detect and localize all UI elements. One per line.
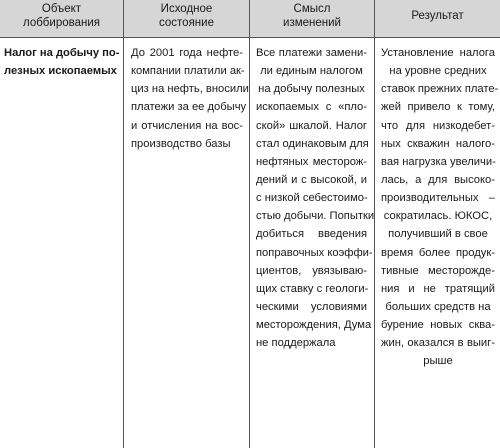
cell-line: что для низкодебет- [381, 119, 495, 132]
cell-line: больших средств на [385, 300, 491, 313]
cell-line: дений и с высокой, и [256, 173, 367, 186]
cell-line: Установление налога [381, 47, 495, 59]
cell-line: щих ставку с геологи- [256, 282, 369, 295]
cell-line: жин, оказался в выиг- [381, 337, 495, 350]
cell-object [4, 44, 118, 80]
cell-line: не поддержала [256, 337, 336, 350]
cell-line: ской» шкалой. Налог [256, 119, 367, 132]
cell-line: производительных – [381, 192, 495, 205]
column-divider [249, 0, 250, 448]
cell-line: время более продук- [381, 246, 495, 259]
cell-line: и отчисления на вос- [131, 119, 243, 132]
cell-line: Все платежи замени- [256, 47, 367, 59]
cell-line: тивные месторожде- [381, 264, 495, 277]
cell-line: ископаемых с «пло- [256, 101, 367, 114]
header-change-meaning-line: Смысл [293, 3, 331, 15]
cell-line: ческими условиями [256, 300, 367, 313]
cell-line: на уровне средних [389, 65, 487, 78]
cell-line: месторождения, Дума [256, 319, 372, 332]
header-initial-state-line: состояние [159, 17, 214, 29]
cell-line: рыше [423, 355, 453, 368]
cell-line: жей привело к тому, [381, 101, 495, 114]
column-divider [123, 0, 124, 448]
cell-initial-state [131, 44, 249, 153]
cell-line: производство базы [131, 137, 231, 150]
cell-line: стью добычи. Попытки [256, 210, 375, 223]
header-result [375, 9, 500, 43]
cell-line: ния и не тратящий [381, 282, 495, 295]
header-object [0, 2, 123, 36]
header-object-line: лоббирования [22, 17, 100, 29]
header-change-meaning [250, 2, 374, 36]
cell-line: Налог на добычу по- [4, 47, 120, 59]
header-object-line: Объект [41, 3, 82, 15]
cell-result [381, 44, 499, 371]
cell-line: ставок прежних плате- [381, 83, 499, 96]
header-change-meaning-line: изменений [283, 17, 341, 29]
cell-line: компании платили ак- [131, 65, 245, 78]
cell-line: лась, а для высоко- [381, 173, 495, 186]
cell-line: лезных ископаемых [4, 65, 117, 78]
cell-line: циентов, увязываю- [256, 264, 367, 277]
header-result-line: Результат [411, 10, 464, 22]
cell-change-meaning [256, 44, 375, 352]
cell-line: стал одинаковым для [256, 137, 369, 150]
cell-line: вая нагрузка увеличи- [381, 155, 496, 168]
column-divider [374, 0, 375, 448]
header-initial-state-line: Исходное [160, 3, 213, 15]
cell-line: До 2001 года нефте- [131, 47, 243, 59]
cell-line: бурение новых сква- [381, 319, 495, 332]
cell-line: ли единым налогом [260, 65, 363, 78]
cell-line: на добычу полезных [258, 83, 365, 96]
cell-line: нефтяных месторож- [256, 155, 367, 168]
cell-line: ных скважин налого- [381, 137, 495, 150]
cell-line: поправочных коэффи- [256, 246, 373, 259]
header-initial-state [124, 2, 249, 36]
cell-line: сократилась. ЮКОС, [383, 210, 493, 223]
cell-line: с низкой себестоимо- [256, 192, 368, 205]
cell-line: платежи за ее добычу [131, 101, 247, 114]
cell-line: добиться введения [256, 228, 367, 241]
cell-line: получивший в свое [388, 228, 488, 241]
cell-line: циз на нефть, вносили [131, 83, 249, 96]
